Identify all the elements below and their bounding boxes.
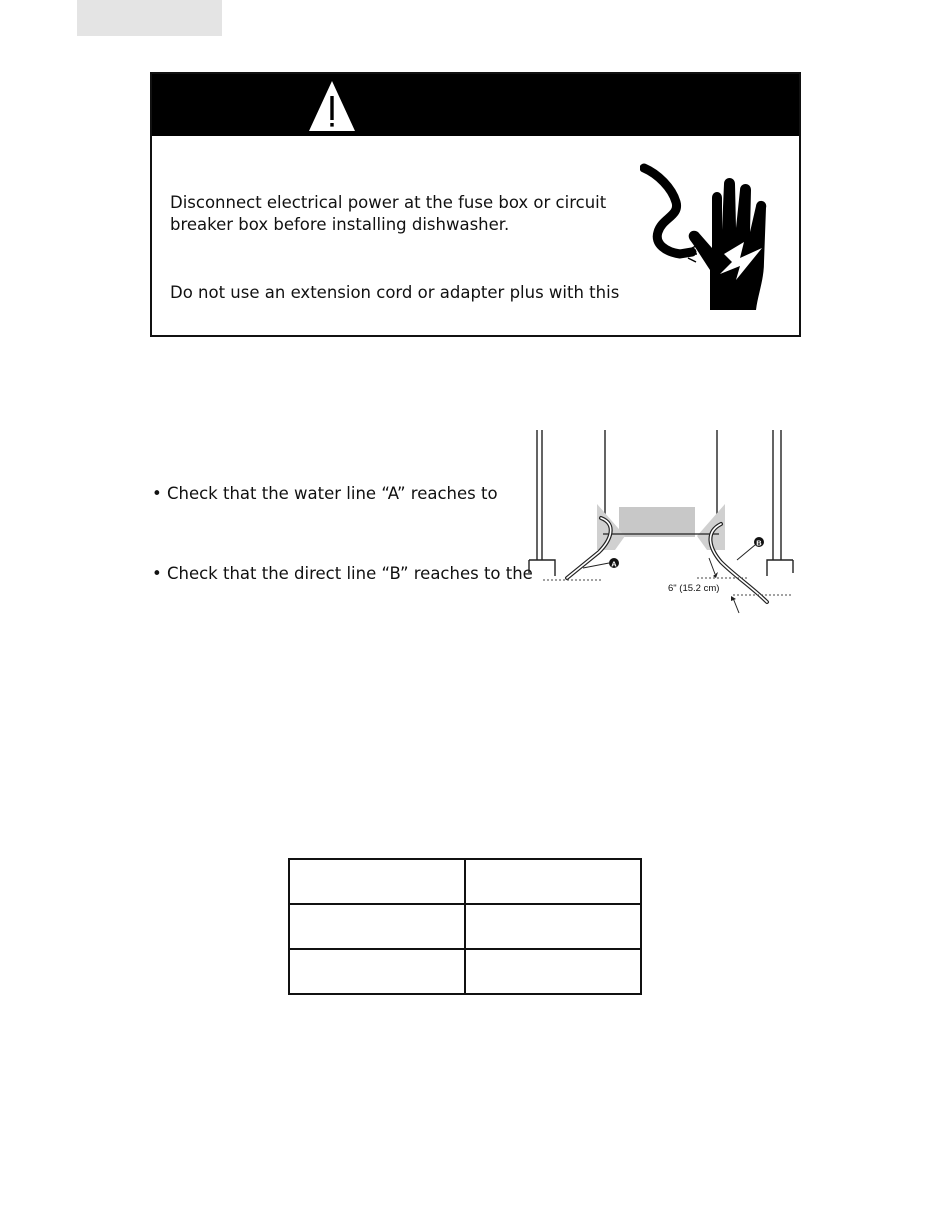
- warning-triangle-icon: [307, 79, 357, 133]
- table-cell: [465, 859, 641, 904]
- dimension-label: 6" (15.2 cm): [668, 583, 720, 594]
- check-water-line-a: • Check that the water line “A” reaches to: [152, 484, 498, 503]
- warning-text-disconnect: Disconnect electrical power at the fuse box or circuit breaker box before installing dishwasher.: [170, 193, 607, 234]
- table-row: [289, 859, 641, 904]
- table-cell: [289, 859, 465, 904]
- warning-header-bar: [152, 74, 799, 136]
- left-cabinet-side: [537, 430, 542, 560]
- table-row: [289, 949, 641, 994]
- check-drain-line-b: • Check that the direct line “B” reaches to the: [152, 564, 533, 583]
- svg-text:A: A: [611, 559, 617, 569]
- right-cabinet-side: [773, 430, 781, 560]
- warning-box: [150, 72, 801, 337]
- table-cell: [289, 949, 465, 994]
- table-row: [289, 904, 641, 949]
- electrical-shock-hand-icon: [640, 162, 780, 312]
- svg-text:B: B: [756, 538, 762, 548]
- dishwasher-base: [619, 507, 695, 537]
- spec-table: [288, 858, 642, 995]
- table-cell: [289, 904, 465, 949]
- warning-text-extension-cord: Do not use an extension cord or adapter plus with this: [170, 283, 620, 302]
- installation-diagram: [525, 428, 800, 618]
- section-tab: [77, 0, 222, 36]
- table-cell: [465, 904, 641, 949]
- table-cell: [465, 949, 641, 994]
